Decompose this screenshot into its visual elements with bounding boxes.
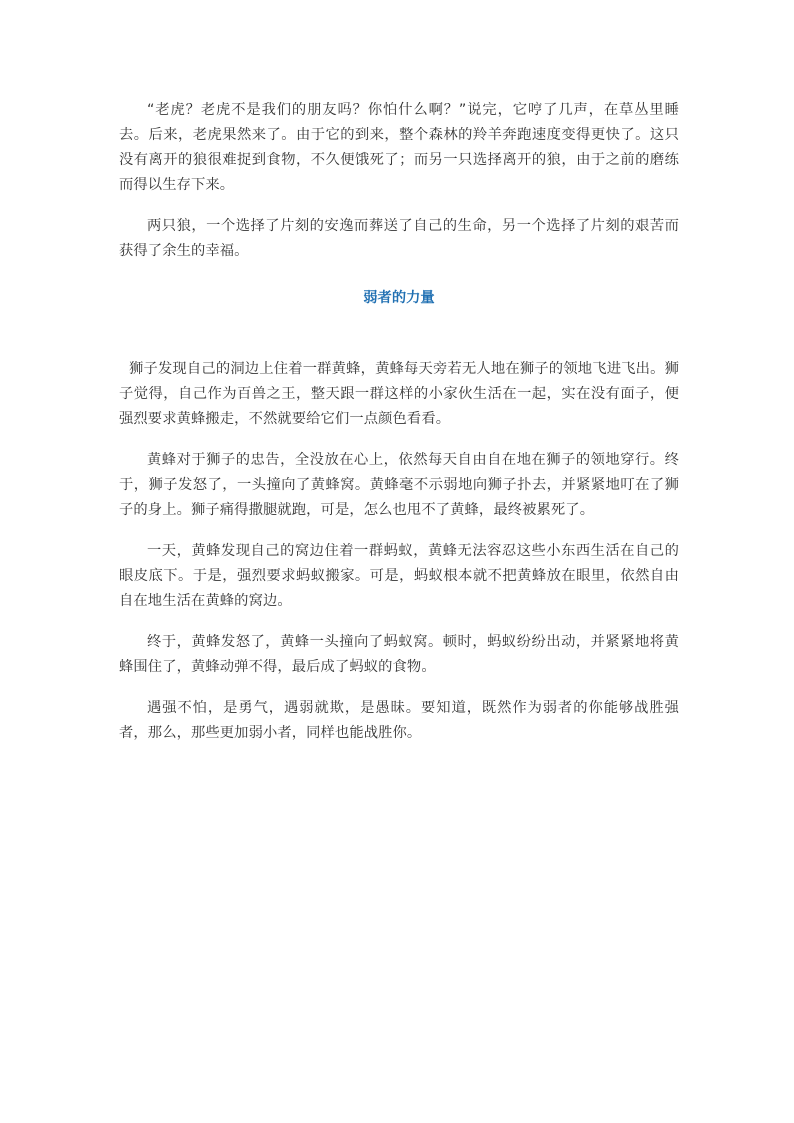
paragraph-wasps-fight-lion: 黄蜂对于狮子的忠告，全没放在心上，依然每天自由自在地在狮子的领地穿行。终于，狮子发怒了，一头撞向了黄蜂窝。黄蜂毫不示弱地向狮子扑去，并紧紧地叮在了狮子的身上。狮子痛得撒腿就跑，可是，怎么也甩不了黄蜂，最终被累死了。 (119, 452, 679, 518)
paragraph-moral: 遇强不怕，是勇气，遇弱就欺，是愚昧。要知道，既然作为弱者的你能够战胜强者，那么，那些更加弱小者，同样也能战胜你。 (119, 700, 679, 741)
paragraph-lion-wasps: 狮子发现自己的洞边上住着一群黄蜂，黄蜂每天旁若无人地在狮子的领地飞进飞出。狮子觉得，自己作为百兽之王，整天跟一群这样的小家伙生活在一起，实在没有面子，便强烈要求黄蜂搬走，不然就要给它们一点颜色看看。 (119, 361, 679, 427)
section-spacer (119, 311, 679, 357)
paragraph-tiger-story: “老虎？老虎不是我们的朋友吗？你怕什么啊？”说完，它哼了几声，在草丛里睡去。后来，老虎果然来了。由于它的到来，整个森林的羚羊奔跑速度变得更快了。这只没有离开的狼很难捉到食物，不久便饿死了；而另一只选择离开的狼，由于之前的磨练而得以生存下来。 (119, 102, 679, 193)
paragraph-wasps-ants: 一天，黄蜂发现自己的窝边住着一群蚂蚁，黄蜂无法容忍这些小东西生活在自己的眼皮底下。于是，强烈要求蚂蚁搬家。可是，蚂蚁根本就不把黄蜂放在眼里，依然自由自在地生活在黄蜂的窝边。 (119, 543, 679, 609)
paragraph-gap (119, 614, 679, 630)
paragraph-two-wolves: 两只狼，一个选择了片刻的安逸而葬送了自己的生命，另一个选择了片刻的艰苦而获得了余生的幸福。 (119, 218, 679, 259)
paragraph-gap (119, 680, 679, 696)
paragraph-gap (119, 432, 679, 448)
section-title: 弱者的力量 (363, 290, 435, 306)
paragraph-gap (119, 523, 679, 539)
document-page (119, 98, 679, 746)
paragraph-ants-win: 终于，黄蜂发怒了，黄蜂一头撞向了蚂蚁窝。顿时，蚂蚁纷纷出动，并紧紧地将黄蜂围住了，黄蜂动弹不得，最后成了蚂蚁的食物。 (119, 634, 679, 675)
